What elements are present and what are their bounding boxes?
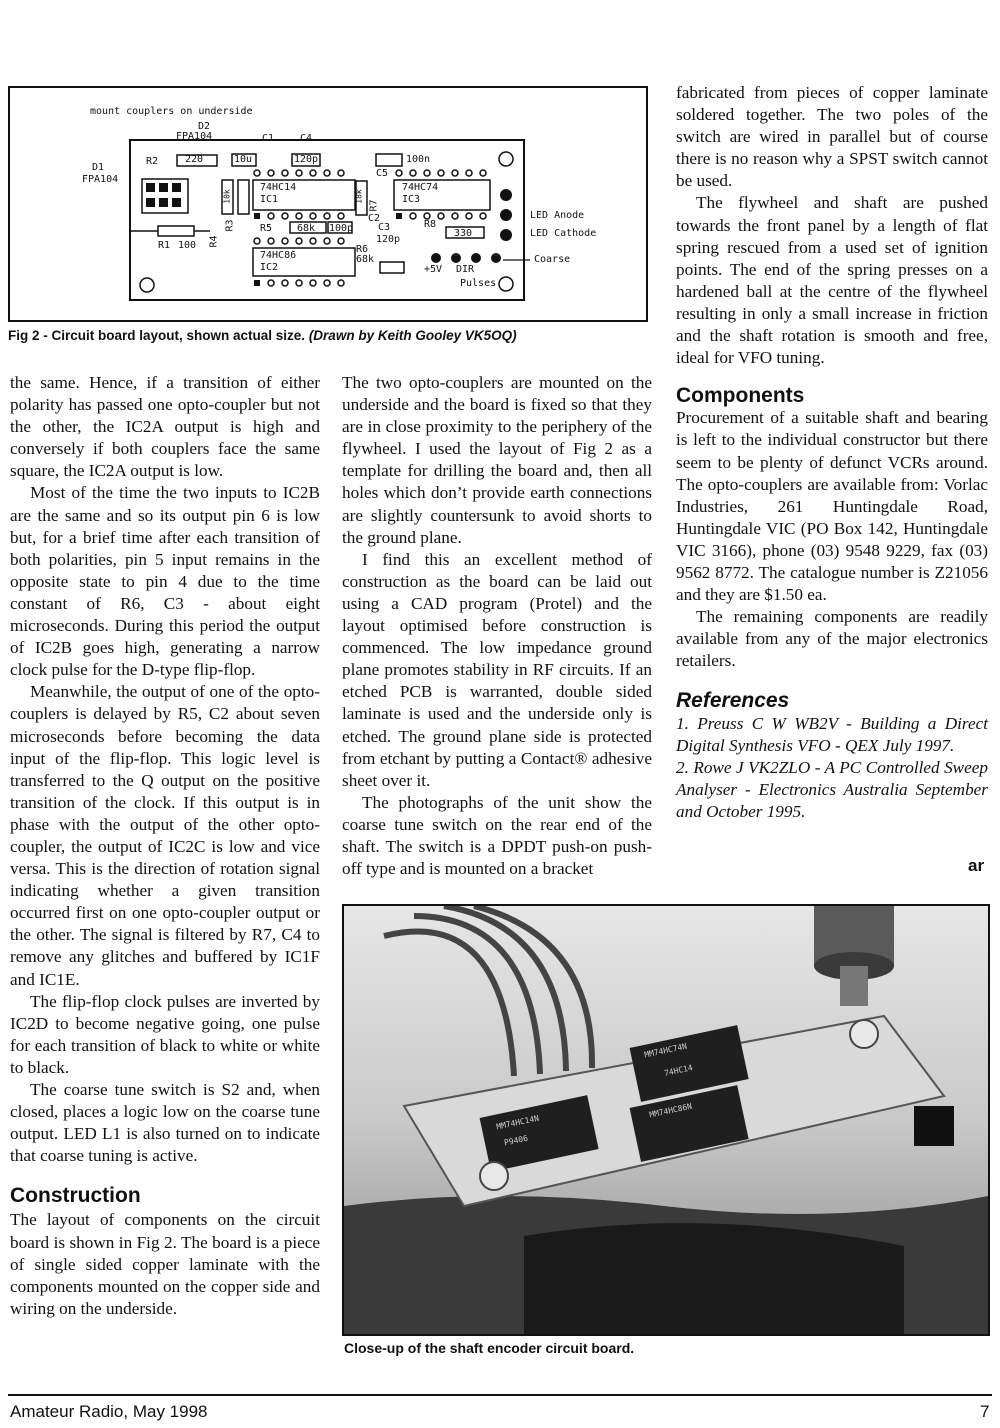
pcb-label-c3-value: 120p bbox=[376, 234, 401, 245]
pcb-label-r8-value: 330 bbox=[454, 228, 473, 239]
pcb-label-fpa104-left: FPA104 bbox=[82, 174, 119, 185]
pcb-label-c1: C1 bbox=[262, 133, 275, 144]
pcb-label-pulses: Pulses bbox=[460, 278, 497, 289]
pcb-label-r6-value: 68k bbox=[356, 254, 375, 265]
pcb-label-ic1-type: 74HC14 bbox=[260, 182, 297, 193]
pcb-label-led-cathode: LED Cathode bbox=[530, 228, 597, 239]
pcb-label-r4-value: 10k bbox=[222, 189, 232, 204]
pcb-label-c4: C4 bbox=[300, 133, 313, 144]
construction-heading: Construction bbox=[10, 1184, 141, 1208]
pcb-label-ic1: IC1 bbox=[260, 194, 279, 205]
pcb-label-ic3-type: 74HC74 bbox=[402, 182, 439, 193]
pcb-label-r4: R4 bbox=[208, 235, 220, 248]
pcb-label-r6: R6 bbox=[356, 244, 369, 255]
pcb-label-c4-value: 120p bbox=[294, 154, 319, 165]
col1-paragraph-4: The flip-flop clock pulses are inverted by IC2D to become negative going, one pulse for each transition of black to white or white to black. bbox=[10, 991, 320, 1077]
pcb-label-c5-value: 100n bbox=[406, 154, 431, 165]
pcb-label-c2-value: 100p bbox=[329, 223, 354, 234]
pcb-label-coarse: Coarse bbox=[534, 254, 571, 265]
components-paragraph-2: The remaining components are readily available from any of the major electronics retailers. bbox=[676, 607, 988, 671]
col1-paragraph-2: Most of the time the two inputs to IC2B are the same and so its output pin 6 is low but, for a brief time after each transition of both polarities, pin 5 input remains in the opposite state to pin 4 due to the time constant of R6, C3 - about eight microseconds. During this period the output of IC2B goes high, generating a narrow clock pulse for the D-type flip-flop. bbox=[10, 483, 320, 680]
figure-2-caption-main: Fig 2 - Circuit board layout, shown actual size. bbox=[8, 328, 306, 343]
pcb-label-r8: R8 bbox=[424, 219, 437, 230]
pcb-label-c3: C3 bbox=[378, 222, 391, 233]
pcb-label-ic3: IC3 bbox=[402, 194, 421, 205]
column-3 bbox=[676, 82, 988, 823]
photo-chip-label-3: MM74HC14N bbox=[495, 1113, 540, 1132]
pcb-label-d1: D1 bbox=[92, 162, 105, 173]
photo-chip-label-5: P9406 bbox=[503, 1133, 529, 1148]
col3-paragraph-2: The flywheel and shaft are pushed towards the front panel by a length of flat spring rescued from a used set of ignition points. The end of the spring presses on a hardened ball at the centre of the flywheel resulting in only a small increase in friction and the shaft rotation is smooth and free, ideal for VFO tuning. bbox=[676, 193, 988, 368]
pcb-label-fpa104-top: FPA104 bbox=[176, 131, 213, 142]
photo-chip-label-2: MM74HC86N bbox=[648, 1101, 693, 1120]
pcb-label-dir: DIR bbox=[456, 264, 475, 275]
article-end-mark: ar bbox=[968, 856, 985, 875]
pcb-label-5v: +5V bbox=[424, 264, 443, 275]
footer-publication: Amateur Radio, May 1998 bbox=[10, 1402, 208, 1421]
construction-paragraph: The layout of components on the circuit board is shown in Fig 2. The board is a piece of single sided copper laminate with the components mounted on the copper side and wiring on the underside. bbox=[10, 1210, 320, 1318]
column-1 bbox=[10, 372, 320, 1320]
figure-2-caption bbox=[8, 328, 648, 343]
photo-chip-label-4: 74HC14 bbox=[663, 1063, 694, 1078]
col1-paragraph-5: The coarse tune switch is S2 and, when closed, places a logic low on the coarse tune output. LED L1 is also turned on to indicate that coarse tuning is active. bbox=[10, 1080, 320, 1166]
pcb-label-d2: D2 bbox=[198, 121, 211, 132]
pcb-label-c5: C5 bbox=[376, 168, 389, 179]
pcb-label-r3: R3 bbox=[224, 219, 236, 232]
col2-paragraph-2: I find this an excellent method of construction as the board can be laid out using a CAD program (Protel) and the layout optimised before construction is commenced. The low impedance ground plane promotes stability in RF circuits. If an etched PCB is warranted, double sided laminate is used and the underside only is etched. The ground plane side is protected from etchant by putting a Contact® adhesive sheet over it. bbox=[342, 549, 652, 790]
pcb-label-r2-value: 220 bbox=[185, 154, 204, 165]
col3-paragraph-1: fabricated from pieces of copper laminate soldered together. The two poles of the switch are wired in parallel but of course there is no reason why a SPST switch cannot be used. bbox=[676, 83, 988, 191]
circuit-board-photo bbox=[342, 904, 990, 1336]
pcb-label-led-anode: LED Anode bbox=[530, 210, 585, 221]
figure-2-caption-credit: (Drawn by Keith Gooley VK5OQ) bbox=[308, 328, 517, 343]
figure-2 bbox=[8, 86, 648, 322]
pcb-label-r1: R1 bbox=[158, 240, 171, 251]
pcb-label-r7: R7 bbox=[368, 199, 380, 212]
col2-paragraph-1: The two opto-couplers are mounted on the underside and the board is fixed so that they are in close proximity to the periphery of the flywheel. I used the layout of Fig 2 as a template for drilling the board and, then all holes which don’t provide earth connections are slightly countersunk to avoid shorts to the ground plane. bbox=[342, 373, 652, 547]
pcb-label-ic2: IC2 bbox=[260, 262, 279, 273]
col1-paragraph-3: Meanwhile, the output of one of the opto-couplers is delayed by R5, C2 about seven microseconds before becoming the data input of the flip-flop. This logic level is transferred to the Q output on the positive transition of the clock. If this output is in phase with the output of the other opto-coupler, the output of IC2C is low and vice versa. This is the direction of rotation signal indicating whether a given transition occurred first on one opto-coupler output or the other. The signal is filtered by R7, C4 to remove any glitches and buffered by IC1F and IC1E. bbox=[10, 682, 320, 989]
pcb-label-r1-value: 100 bbox=[178, 240, 197, 251]
footer-rule bbox=[8, 1394, 992, 1396]
column-2 bbox=[342, 372, 652, 880]
pcb-label-c2: C2 bbox=[368, 213, 381, 224]
pcb-note: mount couplers on underside bbox=[90, 106, 253, 117]
reference-1: 1. Preuss C W WB2V - Building a Direct Digital Synthesis VFO - QEX July 1997. bbox=[676, 713, 988, 755]
pcb-label-c1-value: 10u bbox=[234, 154, 253, 165]
col1-paragraph-1: the same. Hence, if a transition of either polarity has passed one opto-coupler but not the other, the IC2A output is high and conversely if both couplers face the same square, the IC2A output is low. bbox=[10, 373, 320, 481]
references-heading: References bbox=[676, 689, 790, 713]
pcb-label-r2: R2 bbox=[146, 156, 159, 167]
photo-caption: Close-up of the shaft encoder circuit board. bbox=[344, 1340, 635, 1356]
pcb-label-r5: R5 bbox=[260, 223, 273, 234]
pcb-drawing bbox=[10, 88, 646, 320]
col2-paragraph-3: The photographs of the unit show the coarse tune switch on the rear end of the shaft. The switch is a DPDT push-on push-off type and is mounted on a bracket bbox=[342, 792, 652, 879]
components-paragraph-1: Procurement of a suitable shaft and bearing is left to the individual constructor but there seem to be plenty of defunct VCRs around. The opto-couplers are available from: Vorlac Industries, 261 Huntingdale Road, Huntingdale VIC (PO Box 142, Huntingdale VIC 3166), phone (03) 9548 9229, fax (03) 9562 8772. The catalogue number is Z21056 and they are $1.50 ea. bbox=[676, 408, 988, 605]
pcb-label-r5-value: 68k bbox=[297, 223, 316, 234]
components-heading: Components bbox=[676, 384, 805, 408]
footer-page-number: 7 bbox=[980, 1402, 990, 1421]
pcb-label-ic2-type: 74HC86 bbox=[260, 250, 297, 261]
pcb-label-r7-value: 18k bbox=[354, 189, 364, 204]
photo-chip-label-1: MM74HC74N bbox=[643, 1041, 688, 1060]
photo-illustration bbox=[344, 906, 988, 1334]
reference-2: 2. Rowe J VK2ZLO - A PC Controlled Sweep Analyser - Electronics Australia September and October 1995. bbox=[676, 757, 988, 821]
